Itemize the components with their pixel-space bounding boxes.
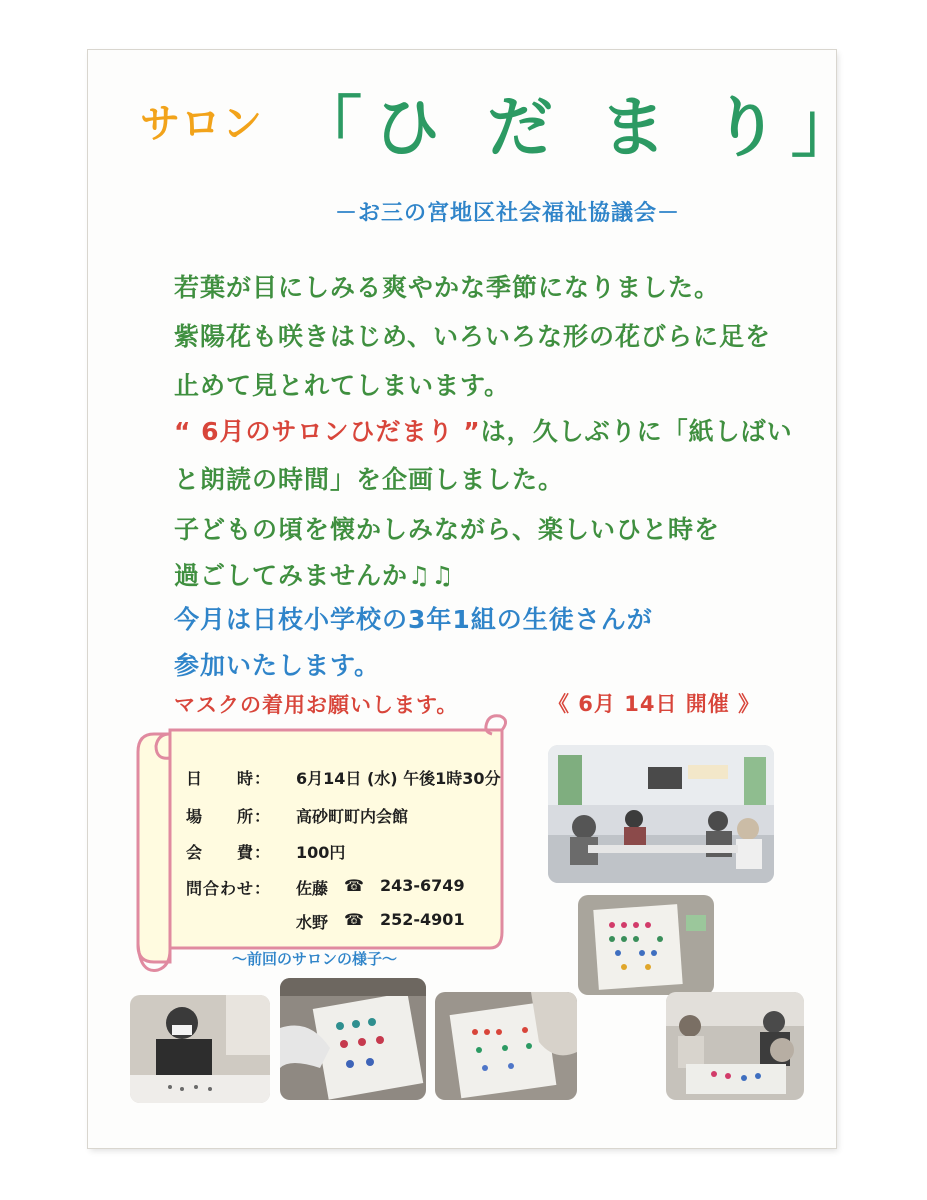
- photo-participant-4: [666, 992, 804, 1100]
- body-line-6: 子どもの頃を懐かしみながら、楽しいひと時を: [174, 515, 721, 544]
- body-line-7: 過ごしてみませんか♫♫: [174, 561, 455, 590]
- photo-participant-2: [280, 978, 426, 1100]
- photo-caption: ～前回のサロンの様子～: [232, 950, 398, 968]
- photo-hall: [548, 745, 774, 883]
- body-line-2: 紫陽花も咲きはじめ、いろいろな形の花びらに足を: [174, 322, 772, 351]
- mask-notice: マスクの着用お願いします。: [174, 693, 459, 717]
- fee-label: 会 費：: [186, 843, 272, 862]
- body-line-5: と朗読の時間」を企画しました。: [174, 465, 565, 494]
- body-line-3: 止めて見とれてしまいます。: [174, 371, 511, 400]
- contact-label: 問合わせ：: [186, 879, 272, 898]
- place-label: 場 所：: [186, 807, 272, 826]
- phone-icon: ☎: [344, 876, 364, 895]
- organization-name: －お三の宮地区社会福祉協議会－: [335, 201, 681, 226]
- event-name-quote: “ 6月のサロンひだまり ”: [174, 417, 481, 446]
- photo-participant-1: [130, 995, 270, 1103]
- photo-craft-sheet: [578, 895, 714, 995]
- phone-icon: ☎: [344, 910, 364, 929]
- event-date-banner: 《 6月 14日 開催 》: [548, 692, 761, 716]
- flyer-title: 「ひ だ ま り」: [296, 89, 869, 166]
- body-line-9: 参加いたします。: [174, 651, 381, 680]
- fee-value: 100円: [296, 843, 346, 862]
- body-line-4-rest: は，久しぶりに「紙しばい: [480, 417, 793, 446]
- body-line-1: 若葉が目にしみる爽やかな季節になりました。: [174, 273, 721, 302]
- body-line-4: [174, 412, 793, 448]
- date-label: 日 時：: [186, 769, 272, 788]
- date-value: 6月14日 (水) 午後1時30分: [296, 769, 501, 788]
- contact1-name: 佐藤: [296, 879, 329, 898]
- place-value: 高砂町町内会館: [296, 807, 409, 826]
- contact2-name: 水野: [296, 913, 329, 932]
- photo-participant-3: [435, 992, 577, 1100]
- contact1-tel: 243-6749: [380, 876, 465, 895]
- salon-label: サロン: [140, 101, 263, 147]
- contact2-tel: 252-4901: [380, 910, 465, 929]
- body-line-8: 今月は日枝小学校の3年1組の生徒さんが: [174, 605, 653, 634]
